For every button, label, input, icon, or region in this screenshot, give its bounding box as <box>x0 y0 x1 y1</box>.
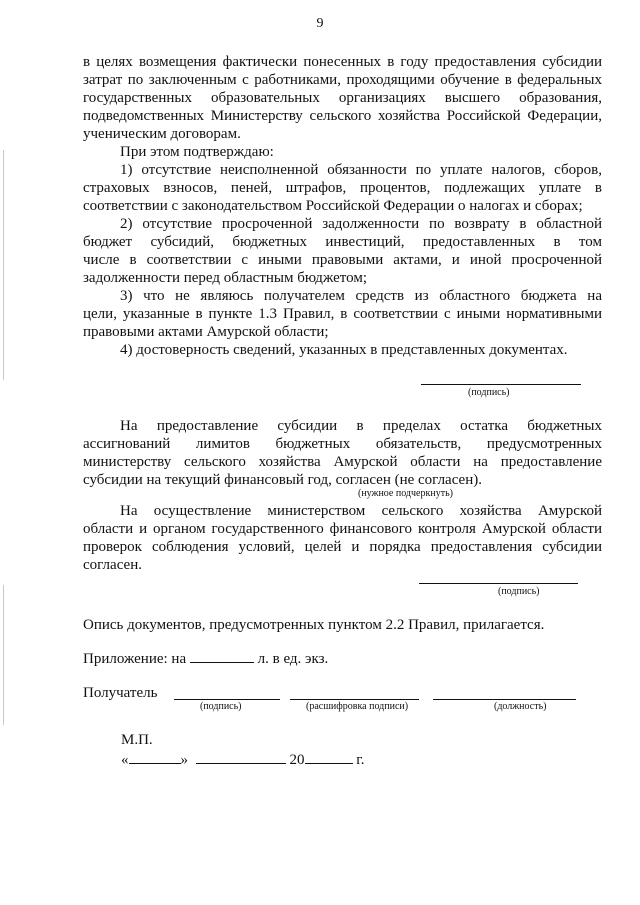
paragraph-line: ученическим договорам. <box>83 126 241 142</box>
day-field[interactable] <box>129 751 181 764</box>
list-item-line: 3) что не являюсь получателем средств из областного бюджета на <box>120 288 602 304</box>
caption-decoding: (расшифровка подписи) <box>306 701 409 712</box>
paragraph-line: затрат по заключенным с работниками, проходящими обучение в федеральных <box>83 72 602 88</box>
signature-caption: (подпись) <box>468 387 510 398</box>
date-close-quote: » <box>180 752 188 768</box>
list-item-line: 2) отсутствие просроченной задолженности по возврату в областной <box>120 216 602 232</box>
year-suffix: г. <box>356 752 365 768</box>
appendix-line <box>83 650 328 668</box>
recipient-position-field[interactable] <box>433 699 576 700</box>
consent-line: согласен. <box>83 557 142 573</box>
signature-line[interactable] <box>421 384 581 385</box>
page-number: 9 <box>316 16 324 31</box>
list-item-line: соответствии с законодательством Российской Федерации о налогах и сборах; <box>83 198 583 214</box>
list-item-line: задолженности перед областным бюджетом; <box>83 270 367 286</box>
year-field[interactable] <box>305 751 353 764</box>
list-item-line: 1) отсутствие неисполненной обязанности по уплате налогов, сборов, <box>120 162 602 178</box>
paragraph-line: подведомственных Министерству сельского хозяйства Российской Федерации, <box>83 108 602 124</box>
date-open-quote: « <box>121 752 129 768</box>
underline-note: (нужное подчеркнуть) <box>358 488 453 499</box>
consent-line: На предоставление субсидии в пределах остатка бюджетных <box>120 418 602 434</box>
signature-caption: (подпись) <box>498 586 540 597</box>
paragraph-line: государственных образовательных организациях высшего образования, <box>83 90 602 106</box>
appendix-prefix: Приложение: на <box>83 651 187 667</box>
consent-line: проверок соблюдения условий, целей и порядка предоставления субсидии <box>83 539 602 555</box>
scan-edge <box>3 150 4 380</box>
consent-line: субсидии на текущий финансовый год, согласен (не согласен). <box>83 472 482 488</box>
appendix-suffix: л. в ед. экз. <box>257 651 329 667</box>
list-item-line: 4) достоверность сведений, указанных в представленных документах. <box>120 342 568 358</box>
consent-line: ассигнований лимитов бюджетных обязательств, предусмотренных <box>83 436 602 452</box>
consent-line: На осуществление министерством сельского хозяйства Амурской <box>120 503 602 519</box>
year-prefix: 20 <box>289 752 305 768</box>
list-item-line: числе в соответствии с иными правовыми актами, и иной просроченной <box>83 252 602 268</box>
consent-line: министерству сельского хозяйства Амурской области на предоставление <box>83 454 602 470</box>
caption-position: (должность) <box>494 701 547 712</box>
caption-signature: (подпись) <box>200 701 242 712</box>
consent-line: области и органом государственного финансового контроля Амурской области <box>83 521 602 537</box>
seal-label: М.П. <box>121 732 153 748</box>
recipient-decoding-field[interactable] <box>290 699 419 700</box>
paragraph-line: в целях возмещения фактически понесенных в году предоставления субсидии <box>83 54 602 70</box>
recipient-label: Получатель <box>83 685 158 701</box>
confirm-intro: При этом подтверждаю: <box>120 144 274 160</box>
list-item-line: цели, указанные в пункте 1.3 Правил, в соответствии с иными нормативными <box>83 306 602 322</box>
list-item-line: бюджет субсидий, бюджетных инвестиций, предоставленных в том <box>83 234 602 250</box>
list-item-line: правовыми актами Амурской области; <box>83 324 329 340</box>
signature-line[interactable] <box>419 583 578 584</box>
inventory-line: Опись документов, предусмотренных пунктом 2.2 Правил, прилагается. <box>83 617 545 633</box>
date-line <box>121 751 364 769</box>
sheet-count-field[interactable] <box>190 650 254 663</box>
scan-edge <box>3 585 4 725</box>
recipient-signature-field[interactable] <box>174 699 280 700</box>
month-field[interactable] <box>196 751 286 764</box>
list-item-line: страховых взносов, пеней, штрафов, процентов, подлежащих уплате в <box>83 180 602 196</box>
